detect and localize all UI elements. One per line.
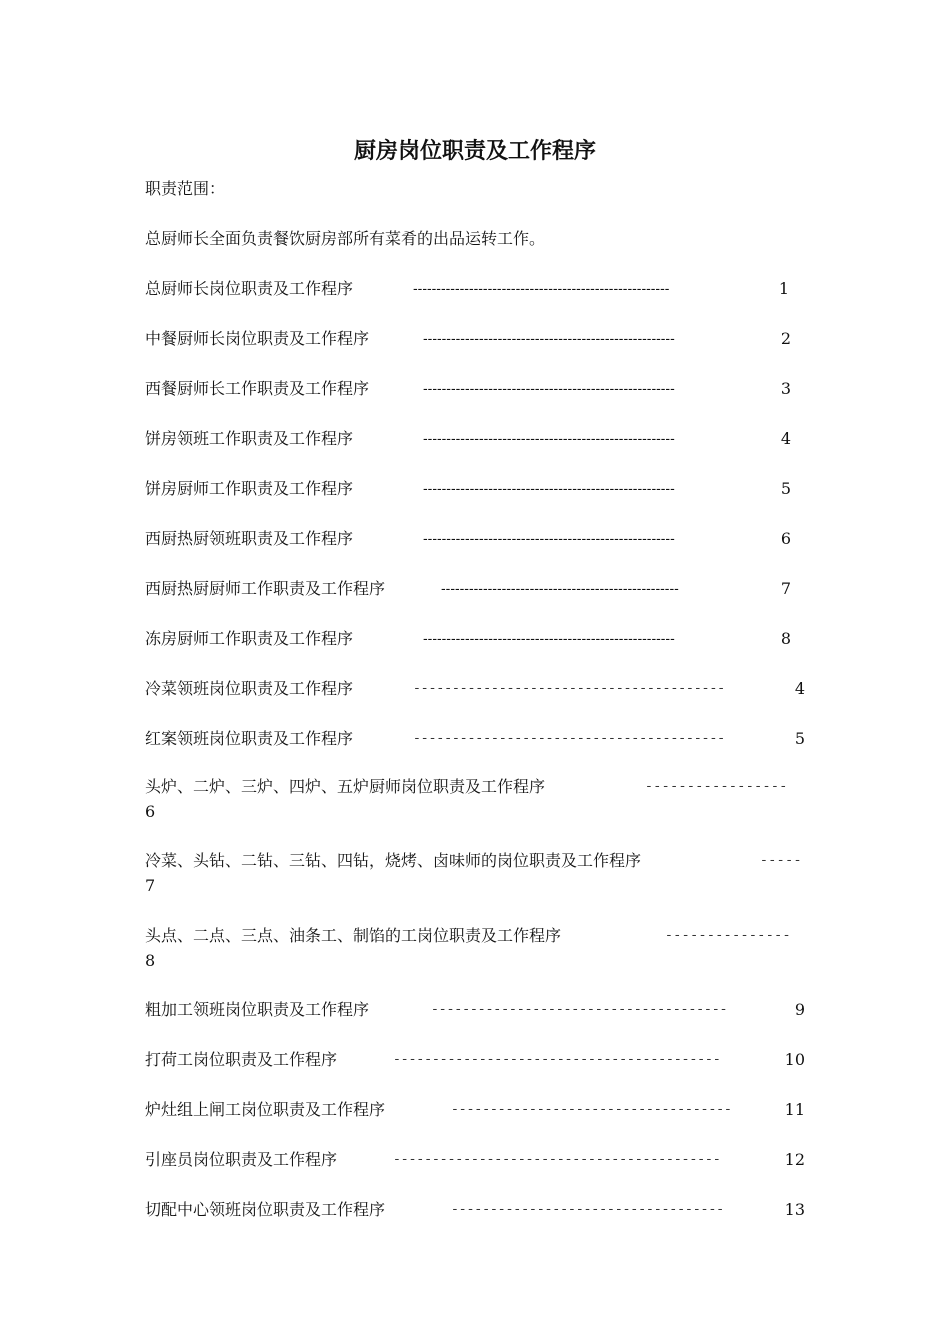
toc-entry[interactable]: [145, 1147, 810, 1172]
toc-page-number: 3: [780, 379, 791, 398]
toc-page-number: 5: [794, 729, 805, 748]
toc-page-number: 2: [780, 329, 791, 348]
toc-entry[interactable]: [145, 276, 810, 301]
toc-entry-title: 总厨师长岗位职责及工作程序: [145, 279, 354, 298]
toc-entry-title: 冷菜领班岗位职责及工作程序: [145, 679, 354, 698]
toc-entry[interactable]: [145, 676, 810, 701]
toc-page-number: 6: [780, 529, 791, 548]
toc-page-number: 6: [145, 802, 156, 821]
toc-entry-title: 西厨热厨厨师工作职责及工作程序: [145, 579, 386, 598]
toc-dots: ------------------------------------------------------: [423, 380, 675, 396]
toc-entry-title: 头点、二点、三点、油条工、制馅的工岗位职责及工作程序: [145, 926, 562, 945]
toc-entry[interactable]: [145, 626, 810, 651]
page-title: 厨房岗位职责及工作程序: [353, 138, 596, 164]
toc-entry-title: 打荷工岗位职责及工作程序: [145, 1050, 338, 1069]
toc-dots: ---------------------------------------------------: [441, 580, 679, 596]
toc-entry-title: 引座员岗位职责及工作程序: [145, 1150, 338, 1169]
toc-page-number: 12: [784, 1150, 805, 1169]
toc-entry[interactable]: [145, 426, 810, 451]
toc-entry-title: 粗加工领班岗位职责及工作程序: [145, 1000, 370, 1019]
toc-page-number: 4: [780, 429, 791, 448]
toc-dots: ---------------: [665, 928, 792, 943]
toc-entry-title: 饼房厨师工作职责及工作程序: [145, 479, 354, 498]
toc-entry-title: 西厨热厨领班职责及工作程序: [145, 529, 354, 548]
toc-dots: ------------------------------------------: [393, 1152, 721, 1167]
toc-dots: ----------------------------------------: [413, 681, 726, 696]
toc-dots: -------------------------------------------------------: [413, 280, 670, 296]
toc-dots: --------------------------------------: [431, 1002, 728, 1017]
toc-entry[interactable]: [145, 526, 810, 551]
toc-page-number: 10: [784, 1050, 805, 1069]
toc-dots: ------------------------------------------------------: [423, 480, 675, 496]
toc-entry[interactable]: [145, 997, 810, 1022]
toc-dots: -----: [760, 853, 803, 868]
toc-entry[interactable]: [145, 376, 810, 401]
toc-entry[interactable]: [145, 476, 810, 501]
toc-page-number: 1: [778, 279, 789, 298]
toc-page-number: 11: [784, 1100, 805, 1119]
toc-page-number: 5: [780, 479, 791, 498]
toc-dots: ------------------------------------------------------: [423, 330, 675, 346]
toc-dots: -----------------: [645, 779, 788, 794]
toc-page-number: 8: [780, 629, 791, 648]
toc-entry-title: 中餐厨师长岗位职责及工作程序: [145, 329, 370, 348]
toc-dots: ------------------------------------------: [393, 1052, 721, 1067]
toc-entry-title: 冻房厨师工作职责及工作程序: [145, 629, 354, 648]
toc-page-number: 7: [780, 579, 791, 598]
scope-label: 职责范围：: [145, 179, 226, 198]
toc-entry-wrapped[interactable]: [145, 774, 810, 824]
toc-dots: ------------------------------------: [451, 1102, 732, 1117]
toc-entry-title: 饼房领班工作职责及工作程序: [145, 429, 354, 448]
toc-entry[interactable]: [145, 1047, 810, 1072]
toc-entry[interactable]: [145, 326, 810, 351]
toc-dots: ----------------------------------------: [413, 731, 726, 746]
toc-page-number: 4: [794, 679, 805, 698]
toc-page-number: 9: [794, 1000, 805, 1019]
toc-dots: ------------------------------------------------------: [423, 630, 675, 646]
toc-entry[interactable]: [145, 1197, 810, 1222]
toc-entry-title: 冷菜、头钻、二钻、三钻、四钻，烧烤、卤味师的岗位职责及工作程序: [145, 851, 642, 870]
toc-entry[interactable]: [145, 726, 810, 751]
toc-entry-title: 切配中心领班岗位职责及工作程序: [145, 1200, 386, 1219]
scope-text: 总厨师长全面负责餐饮厨房部所有菜肴的出品运转工作。: [145, 229, 546, 248]
toc-page-number: 7: [145, 876, 156, 895]
toc-entry-title: 西餐厨师长工作职责及工作程序: [145, 379, 370, 398]
toc-dots: ------------------------------------------------------: [423, 430, 675, 446]
toc-entry[interactable]: [145, 576, 810, 601]
toc-entry-wrapped[interactable]: [145, 923, 810, 973]
toc-entry-title: 炉灶组上闸工岗位职责及工作程序: [145, 1100, 386, 1119]
toc-entry-wrapped[interactable]: [145, 848, 810, 898]
toc-dots: -----------------------------------: [451, 1202, 725, 1217]
toc-dots: ------------------------------------------------------: [423, 530, 675, 546]
toc-page-number: 13: [784, 1200, 805, 1219]
toc-entry-title: 头炉、二炉、三炉、四炉、五炉厨师岗位职责及工作程序: [145, 777, 546, 796]
toc-entry-title: 红案领班岗位职责及工作程序: [145, 729, 354, 748]
toc-entry[interactable]: [145, 1097, 810, 1122]
toc-page-number: 8: [145, 951, 156, 970]
